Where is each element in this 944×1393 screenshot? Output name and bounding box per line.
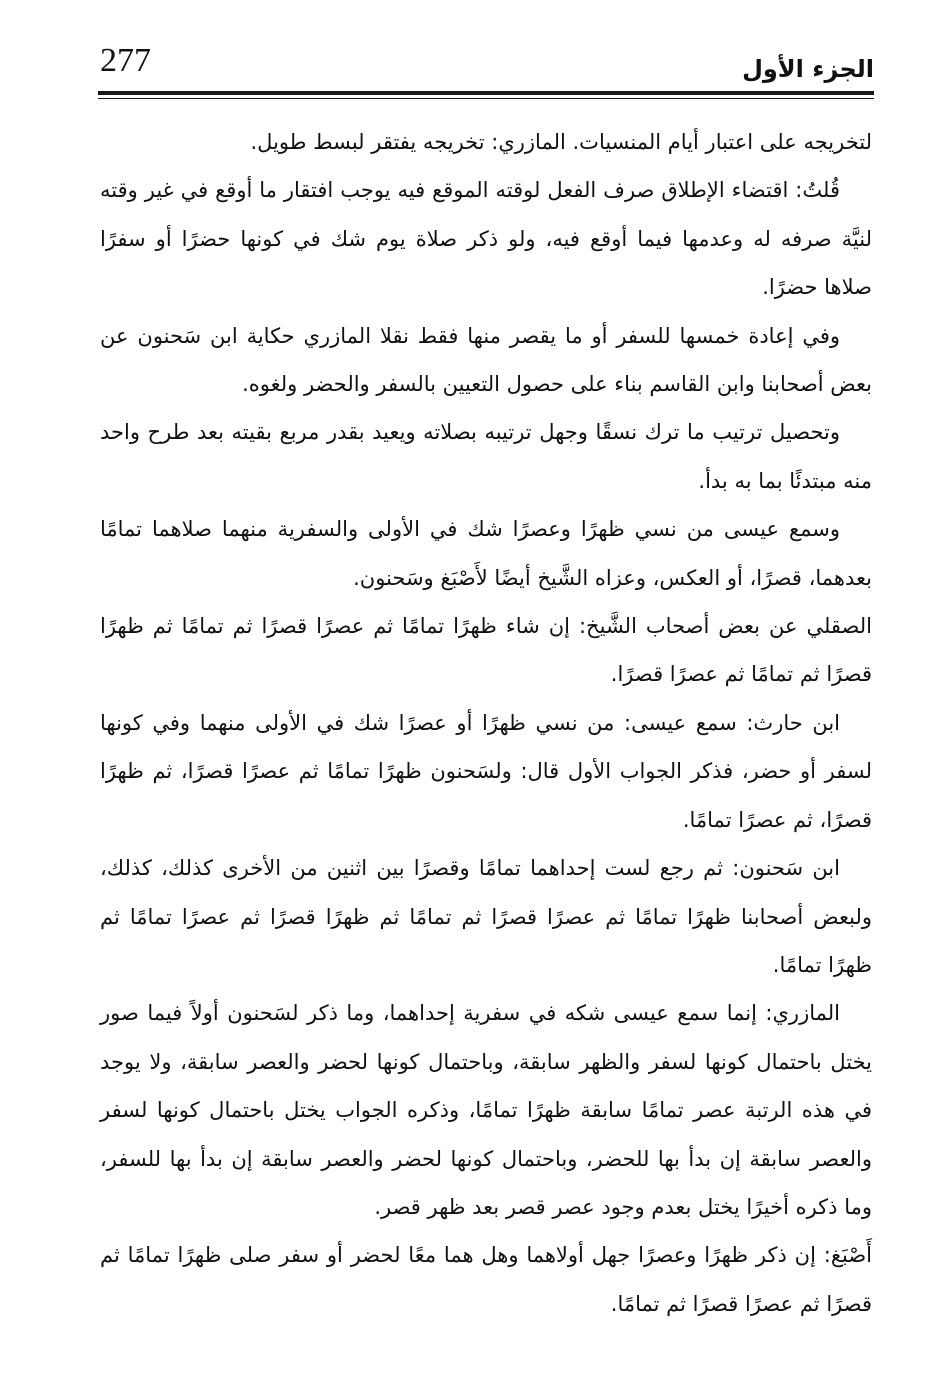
paragraph-10: أَصْبَغ: إن ذكر ظهرًا وعصرًا جهل أولاهما وهل هما معًا لحضر أو سفر صلى ظهرًا تمامًا ثم قصرًا ثم عصرًا قصرًا ثم تمامًا. bbox=[100, 1243, 872, 1316]
paragraph-2: قُلتُ: اقتضاء الإطلاق صرف الفعل لوقته الموقع فيه يوجب افتقار ما أوقع في غير وقته لنيَّة صرفه له وعدمها فيما أوقع فيه، ولو ذكر صلاة يوم شك في كونها حضرًا أو سفرًا صلاها حضرًا. bbox=[100, 178, 872, 300]
paragraph-6: الصقلي عن بعض أصحاب الشَّيخ: إن شاء ظهرًا تمامًا ثم عصرًا قصرًا ثم تمامًا ثم ظهرًا قصرًا ثم تمامًا ثم عصرًا قصرًا. bbox=[100, 614, 872, 687]
paragraph-8: ابن سَحنون: ثم رجع لست إحداهما تمامًا وقصرًا بين اثنين من الأخرى كذلك، كذلك، ولبعض أصحابنا ظهرًا تمامًا ثم عصرًا قصرًا ثم تمامًا ثم ظهرًا قصرًا ثم عصرًا تمامًا ثم ظهرًا تمامًا. bbox=[100, 856, 872, 977]
page-number: 277 bbox=[100, 42, 151, 79]
header-rule-thick bbox=[98, 91, 874, 95]
text-body bbox=[100, 118, 872, 1328]
header-rule-thin bbox=[98, 98, 874, 99]
paragraph-5: وسمع عيسى من نسي ظهرًا وعصرًا شك في الأولى والسفرية منهما صلاهما تمامًا بعدهما، قصرًا، أو العكس، وعزاه الشَّيخ أيضًا لأَصْبَغ وسَحنون. bbox=[100, 517, 872, 590]
paragraph-3: وفي إعادة خمسها للسفر أو ما يقصر منها فقط نقلا المازري حكاية ابن سَحنون عن بعض أصحابنا وابن القاسم بناء على حصول التعيين بالسفر والحضر ولغوه. bbox=[100, 323, 872, 397]
running-title: الجزء الأول bbox=[742, 55, 874, 83]
paragraph-7: ابن حارث: سمع عيسى: من نسي ظهرًا أو عصرًا شك في الأولى منهما وفي كونها لسفر أو حضر، فذكر الجواب الأول قال: ولسَحنون ظهرًا تمامًا ثم عصرًا قصرًا، ثم ظهرًا قصرًا، ثم عصرًا تمامًا. bbox=[100, 710, 872, 832]
paragraph-9: المازري: إنما سمع عيسى شكه في سفرية إحداهما، وما ذكر لسَحنون أولاً فيما صور يختل باحتمال كونها لسفر والظهر سابقة، وباحتمال كونها لحضر والعصر سابقة، ولا يوجد في هذه الرتبة عصر تمامًا سابقة ظهرًا تمامًا، وذكره الجواب يختل باحتمال كونها لسفر والعصر سابقة إن بدأ بها للحضر، وباحتمال كونها لحضر والعصر سابقة إن بدأ بها للسفر، وما ذكره أخيرًا يختل بعدم وجود عصر قصر بعد ظهر قصر. bbox=[100, 1001, 872, 1219]
paragraph-1: لتخريجه على اعتبار أيام المنسيات. المازري: تخريجه يفتقر لبسط طويل. bbox=[250, 130, 872, 154]
paragraph-4: وتحصيل ترتيب ما ترك نسقًا وجهل ترتيبه بصلاته ويعيد بقدر مربع بقيته بعد طرح واحد منه مبتدئًا بما به بدأ. bbox=[100, 420, 872, 493]
page-header bbox=[96, 40, 874, 92]
